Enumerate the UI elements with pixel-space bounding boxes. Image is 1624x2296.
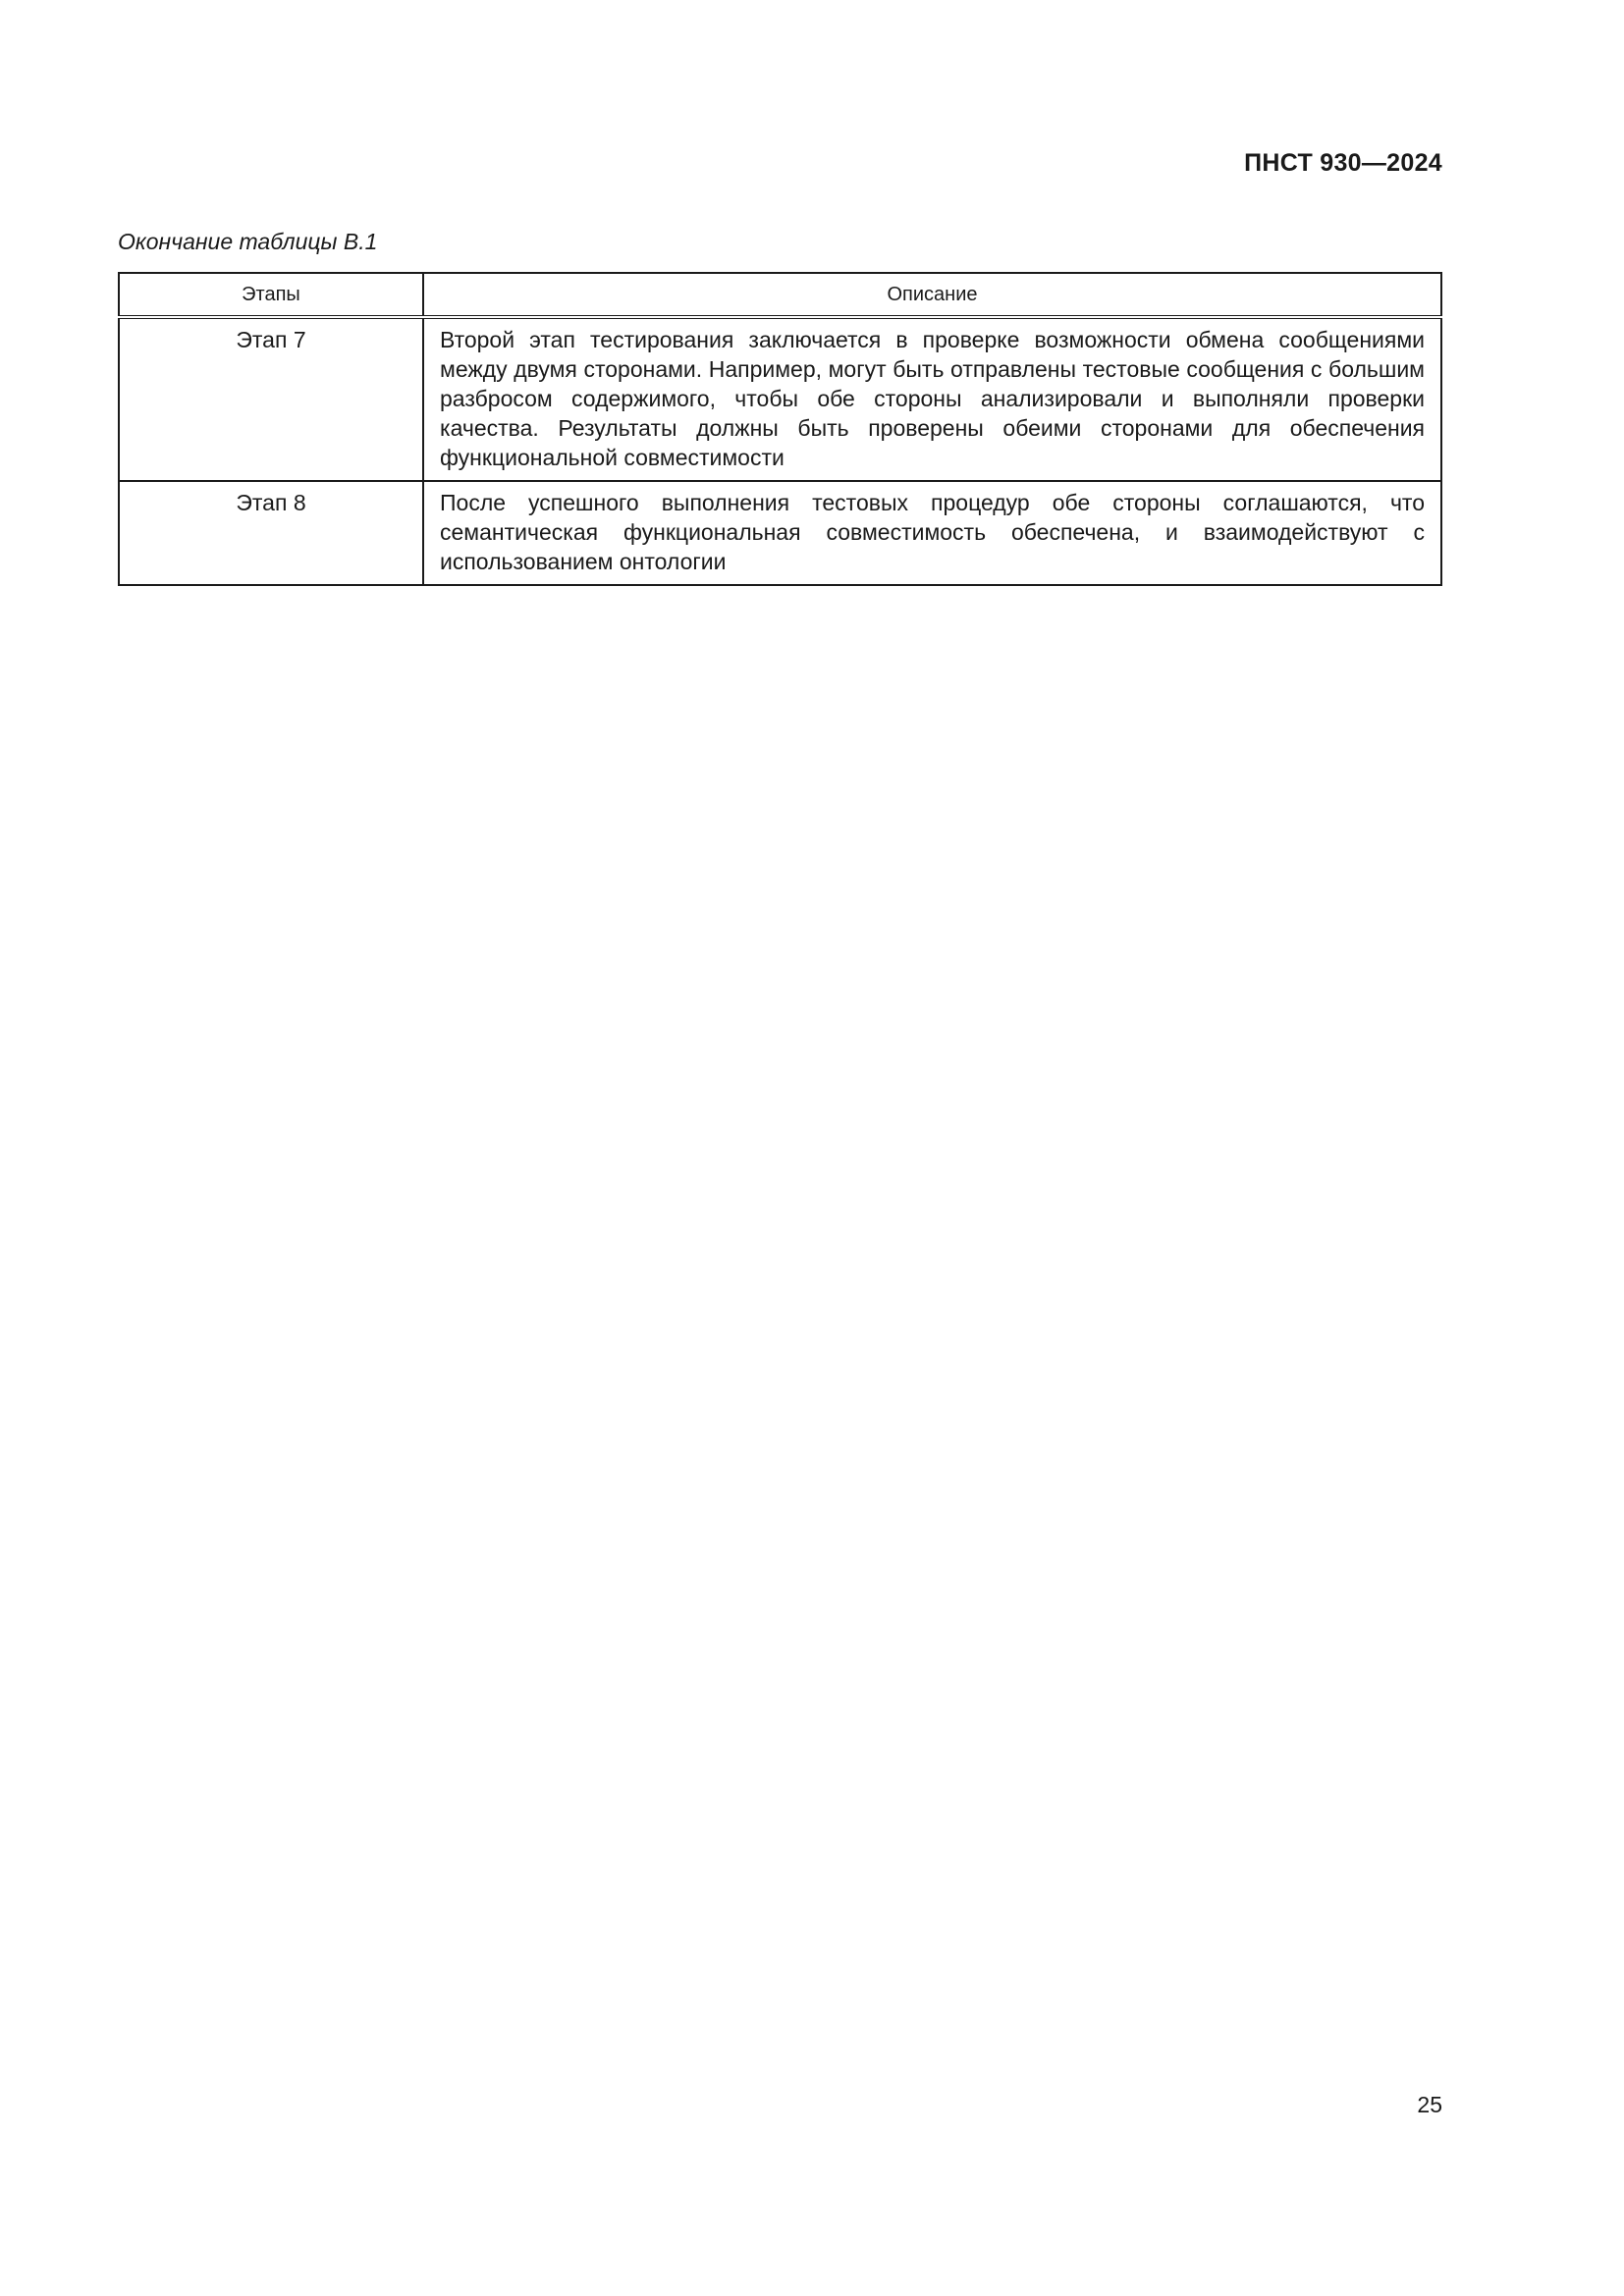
stages-table bbox=[118, 272, 1442, 586]
table-row bbox=[119, 317, 1441, 481]
table-body bbox=[119, 317, 1441, 585]
column-header-stages: Этапы bbox=[119, 273, 423, 317]
stage-cell: Этап 8 bbox=[119, 481, 423, 585]
table-header-row bbox=[119, 273, 1441, 317]
table-row bbox=[119, 481, 1441, 585]
page-number: 25 bbox=[1417, 2092, 1442, 2117]
description-cell: Второй этап тестирования заключается в проверке возможности обмена сообщениями между двумя сторонами. Например, могут быть отправлены тестовые сообщения с большим разбросом содержимого, чтобы обе стороны анализировали и выполняли проверки качества. Результаты должны быть проверены обеими сторонами для обеспечения функциональной совместимости bbox=[423, 317, 1441, 481]
table-header bbox=[119, 273, 1441, 317]
stage-cell: Этап 7 bbox=[119, 317, 423, 481]
document-code: ПНСТ 930—2024 bbox=[1244, 149, 1442, 177]
column-header-description: Описание bbox=[423, 273, 1441, 317]
description-cell: После успешного выполнения тестовых процедур обе стороны соглашаются, что семантическая функциональная совместимость обеспечена, и взаимодействуют с использованием онтологии bbox=[423, 481, 1441, 585]
table-caption: Окончание таблицы В.1 bbox=[118, 229, 378, 254]
